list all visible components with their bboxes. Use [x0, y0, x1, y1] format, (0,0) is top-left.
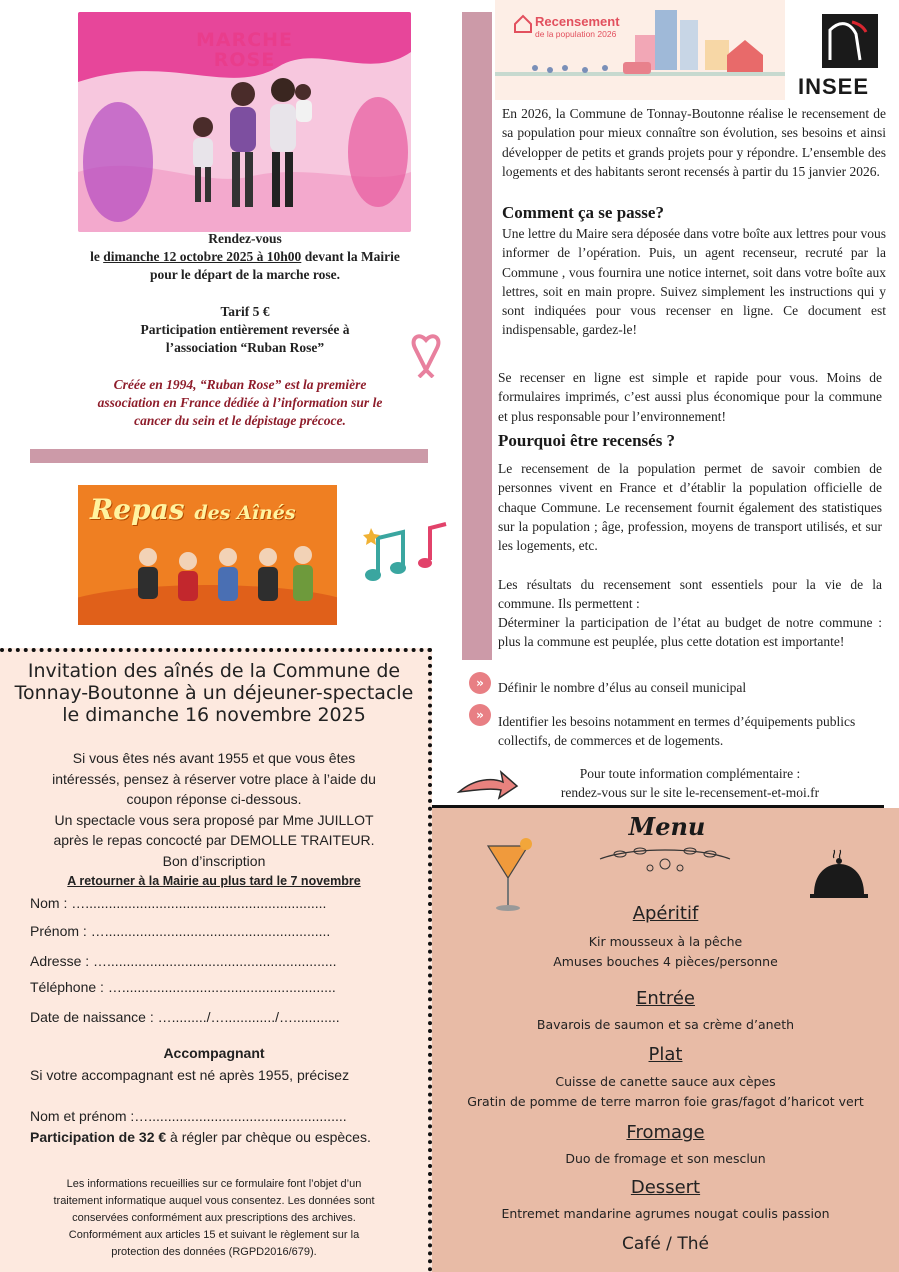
music-notes-icon — [358, 518, 456, 593]
pourquoi-heading: Pourquoi être recensés ? — [498, 431, 676, 450]
marche-poster-title: MARCHE ROSE — [195, 29, 294, 71]
telephone-field[interactable]: Téléphone : …....................................................... — [30, 979, 336, 995]
resultats-text: Les résultats du recensement sont essentiels pour la vie de la commune. Ils permettent : — [498, 577, 882, 612]
insee-mark-icon — [794, 10, 884, 76]
recensement-banner-title: Recensement — [535, 14, 620, 29]
entree-heading: Entrée — [636, 988, 695, 1009]
arrow-right-icon — [455, 768, 521, 802]
menu-title: Menu — [628, 812, 706, 841]
recensement-banner-subtitle: de la population 2026 — [535, 29, 617, 39]
invitation-body: Si vous êtes nés avant 1955 et que vous êtes intéressés, pensez à réserver votre place à l’aide du coupon réponse ci-dessous. Un spectacle vous sera proposé par Mme JUILLOT après le repas concocté par DEMOLLE TRAITEUR. Bon d’inscription A retourner à la Mairie au plus tard le 7 novembre — [20, 748, 408, 892]
recensement-house-icon — [513, 14, 533, 34]
recensement-site-link[interactable]: rendez-vous sur le site le-recensement-et-moi.fr — [560, 785, 820, 800]
comment-text: Une lettre du Maire sera déposée dans votre boîte aux lettres pour vous informer de l’opération. Puis, un agent recenseur, recruté par la Commune , vous fournira une notice internet, soit dans votre boîte aux lettres, soit en main propre. Suivez simplement les instructions qui y sont indiquées pour vous recenser en ligne. Ce document est indispensable, gardez-le! — [502, 226, 886, 338]
bullet-besoins: Identifier les besoins notamment en termes d’équipements publics collectifs, de commerces et de logements. — [498, 714, 856, 749]
pourquoi-text: Le recensement de la population permet de savoir combien de personnes vivent en France et d’établir la population officielle de chaque Commune. Le recensement fournit également des statistiques sur la population ; âge, profession, moyens de transport utilisés, et sur les logements, etc. — [498, 461, 882, 554]
cafe-the: Café / Thé — [622, 1234, 709, 1254]
nom-field[interactable]: Nom : ….............................................................. — [30, 895, 327, 911]
repas-poster-title: Repas des Aînés — [90, 493, 296, 526]
marche-rose-poster — [78, 12, 411, 232]
invitation-title: Invitation des aînés de la Commune de Tonnay-Boutonne à un déjeuner-spectacle le dimanche 16 novembre 2025 — [14, 660, 414, 726]
accompagnant-heading: Accompagnant — [163, 1045, 265, 1061]
pink-divider — [30, 449, 428, 463]
recensement-intro: En 2026, la Commune de Tonnay-Boutonne réalise le recensement de sa population pour mieux connaître son évolution, ses besoins et ainsi développer de petits et grands projets pour y répondre. L’ensemble des logements et des habitants seront recensés à partir du 15 janvier 2026. — [502, 106, 886, 179]
aperitif-items: Kir mousseux à la pêche Amuses bouches 4 pièces/personne — [553, 934, 778, 969]
en-ligne-text: Se recenser en ligne est simple et rapide pour vous. Moins de formulaires imprimés, c’est aussi plus économique pour la commune et plus responsable pour l’environnement! — [498, 370, 882, 424]
adresse-field[interactable]: Adresse : …........................................................... — [30, 953, 337, 969]
fromage-heading: Fromage — [626, 1122, 705, 1143]
insee-wordmark: INSEE — [798, 74, 870, 99]
comment-heading: Comment ça se passe? — [502, 203, 664, 222]
plat-items: Cuisse de canette sauce aux cèpes Gratin de pomme de terre marron foie gras/fagot d’haricot vert — [467, 1074, 864, 1109]
repas-aines-poster — [78, 485, 337, 625]
chevron-bullet-icon: » — [469, 672, 491, 694]
insee-logo — [794, 10, 884, 100]
nom-prenom-field[interactable]: Nom et prénom :…................................................... — [30, 1108, 347, 1124]
dessert-items: Entremet mandarine agrumes nougat coulis passion — [501, 1206, 830, 1221]
marche-rendezvous: Rendez-vous le dimanche 12 octobre 2025 à 10h00 devant la Mairie pour le départ de la marche rose. — [90, 231, 400, 282]
ruban-rose-info: Créée en 1994, “Ruban Rose” est la première association en France dédiée à l’information sur le cancer du sein et le dépistage précoce. — [97, 377, 383, 428]
marche-tarif: Tarif 5 € Participation entièrement reversée à l’association “Ruban Rose” — [140, 304, 350, 355]
pink-ribbon-icon — [405, 330, 447, 378]
determiner-text: Déterminer la participation de l’état au budget de notre commune : plus la commune est peuplée, plus cette dotation est importante! — [498, 615, 882, 650]
entree-items: Bavarois de saumon et sa crème d’aneth — [536, 1017, 795, 1032]
invitation-box — [0, 648, 432, 1272]
recensement-banner — [495, 0, 785, 100]
chevron-bullet-icon: » — [469, 704, 491, 726]
prenom-field[interactable]: Prénom : ….......................................................... — [30, 923, 331, 939]
retour-notice: A retourner à la Mairie au plus tard le 7 novembre — [67, 874, 361, 888]
fromage-items: Duo de fromage et son mesclun — [565, 1151, 766, 1166]
accompagnant-text: Si votre accompagnant est né après 1955, précisez — [30, 1067, 350, 1083]
floral-ornament-icon — [590, 842, 740, 876]
rose-vertical-bar — [462, 12, 492, 660]
participation-text: Participation de 32 € à régler par chèque ou espèces. — [30, 1129, 371, 1145]
info-complementaire: Pour toute information complémentaire : rendez-vous sur le site le-recensement-et-moi.fr — [520, 764, 860, 802]
cloche-icon — [808, 848, 870, 906]
rgpd-notice: Les informations recueillies sur ce formulaire font l’objet d’un traitement informatique auquel vous consentez. Les données sont conservées conformément aux prescriptions des archives. Conformément aux articles 15 et suivant le règlement sur la protection des données (RGPD2016/679). — [53, 1178, 375, 1258]
aperitif-heading: Apéritif — [632, 903, 699, 924]
date-naissance-field[interactable]: Date de naissance : …........./…............./…............ — [30, 1009, 340, 1025]
dessert-heading: Dessert — [630, 1177, 701, 1198]
bullet-elus: Définir le nombre d’élus au conseil municipal — [498, 680, 747, 695]
menu-box — [432, 808, 899, 1272]
plat-heading: Plat — [648, 1044, 683, 1065]
